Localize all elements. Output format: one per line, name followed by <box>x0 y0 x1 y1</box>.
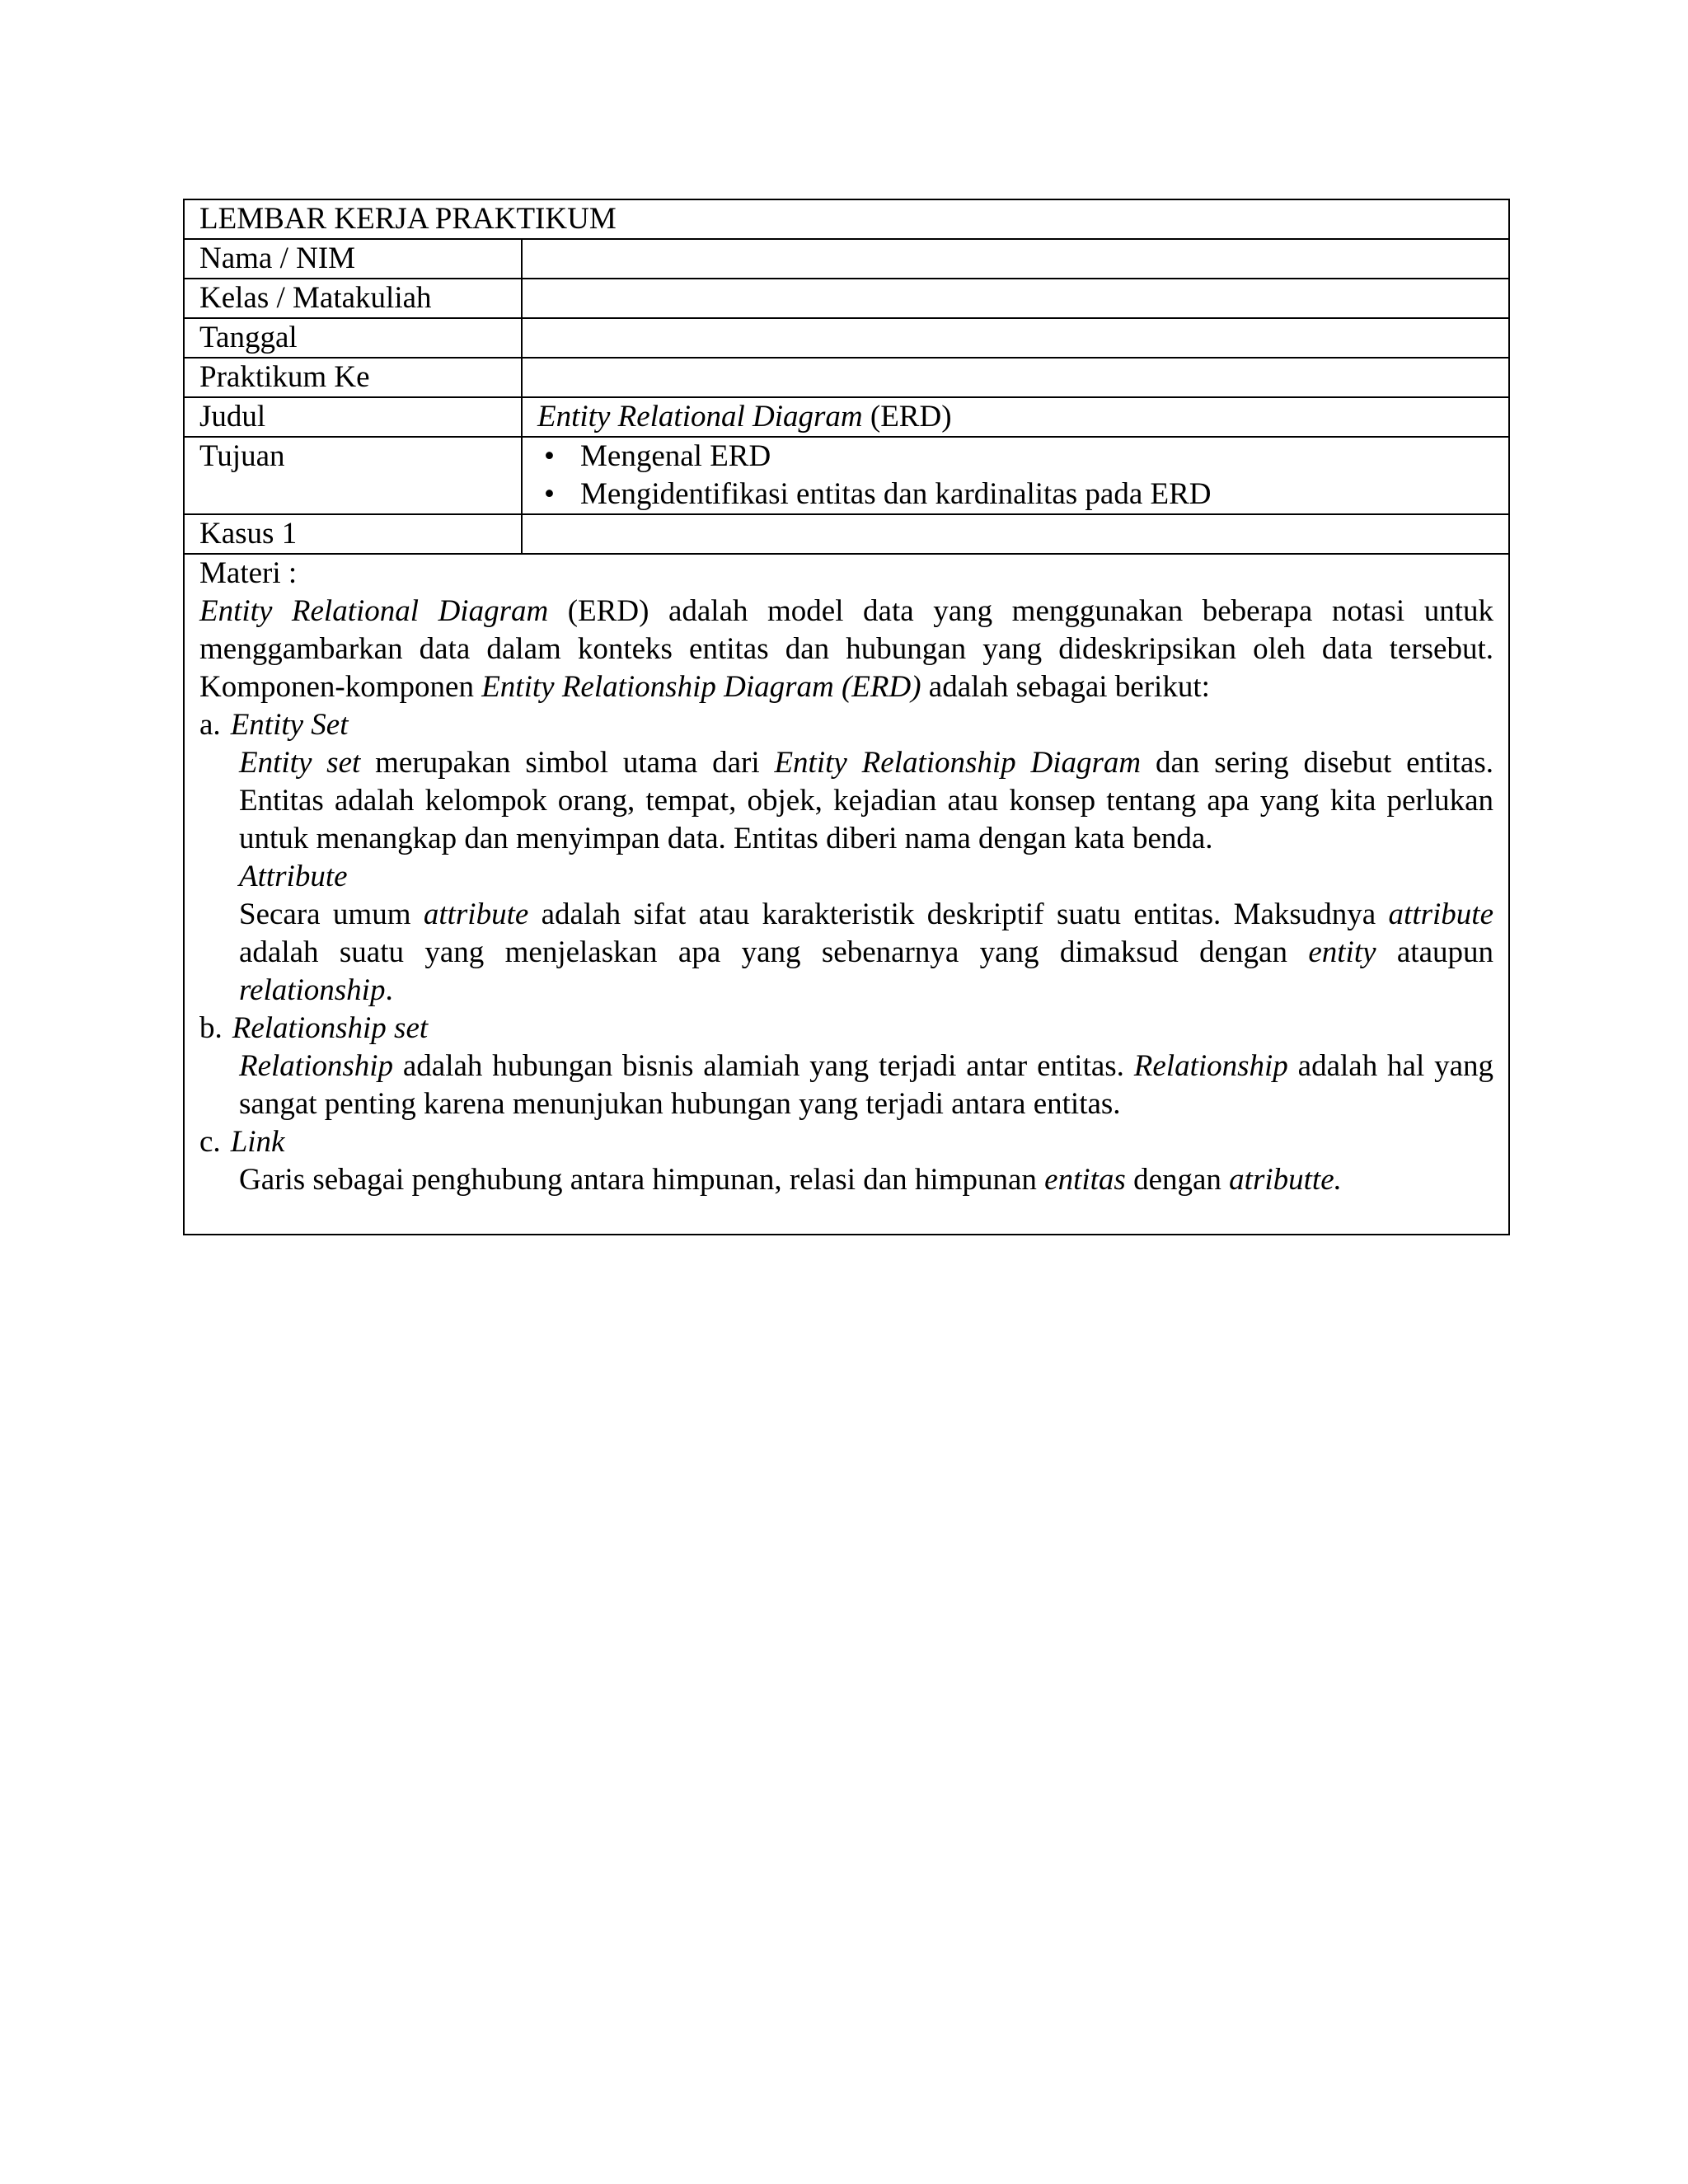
section-a-header <box>199 706 1493 744</box>
field-label-praktikum: Praktikum Ke <box>184 358 522 397</box>
field-value-tanggal[interactable] <box>522 318 1509 358</box>
section-b-italic-3: Relationship <box>1133 1049 1288 1083</box>
attribute-subtitle: Attribute <box>239 860 348 893</box>
field-row-praktikum <box>184 358 1509 397</box>
attr-text-1: Secara umum <box>239 898 424 931</box>
attr-text-9: . <box>385 973 393 1007</box>
attr-italic-4: attribute <box>1388 898 1493 931</box>
section-b-title: Relationship set <box>232 1011 429 1045</box>
section-a-marker: a. <box>199 708 221 742</box>
judul-italic: Entity Relational Diagram <box>537 400 863 434</box>
attr-italic-2: attribute <box>423 898 529 931</box>
field-row-nama <box>184 239 1509 279</box>
section-relationship-set <box>199 1010 1493 1123</box>
field-value-praktikum[interactable] <box>522 358 1509 397</box>
field-row-tanggal <box>184 318 1509 358</box>
section-a-p1-text-4: dan sering disebut entitas. Entitas adalah kelompok orang, tempat, objek, kejadian atau konsep tentang apa yang kita perlukan untuk menangkap dan menyimpan data. Entitas diberi nama dengan kata benda. <box>239 746 1493 855</box>
field-label-tujuan: Tujuan <box>184 437 522 514</box>
section-c-text-1: Garis sebagai penghubung antara himpunan, relasi dan himpunan <box>239 1163 1045 1197</box>
section-b-marker: b. <box>199 1011 223 1045</box>
section-entity-set <box>199 706 1493 1010</box>
section-a-p1-italic-1: Entity set <box>239 746 361 780</box>
worksheet-title: LEMBAR KERJA PRAKTIKUM <box>184 199 1509 239</box>
section-link <box>199 1123 1493 1199</box>
worksheet-table <box>183 199 1510 1235</box>
section-b-text-4: adalah hal yang sangat penting karena menunjukan hubungan yang terjadi antara entitas. <box>239 1049 1494 1121</box>
field-value-kasus[interactable] <box>522 514 1509 554</box>
field-label-kasus: Kasus 1 <box>184 514 522 554</box>
section-a-p1-italic-3: Entity Relationship Diagram <box>774 746 1142 780</box>
section-c-marker: c. <box>199 1125 221 1159</box>
field-label-tanggal: Tanggal <box>184 318 522 358</box>
field-row-kelas <box>184 279 1509 318</box>
judul-rest: (ERD) <box>862 400 952 434</box>
section-a-title: Entity Set <box>230 708 349 742</box>
attr-text-3: adalah sifat atau karakteristik deskriptif suatu entitas. Maksudnya <box>528 898 1389 931</box>
tujuan-list <box>537 438 1493 513</box>
section-b-paragraph <box>199 1047 1493 1123</box>
title-row <box>184 199 1509 239</box>
tujuan-item: • Mengidentifikasi entitas dan kardinalitas pada ERD <box>537 476 1493 513</box>
field-label-kelas: Kelas / Matakuliah <box>184 279 522 318</box>
field-value-kelas[interactable] <box>522 279 1509 318</box>
attr-text-5: adalah suatu yang menjelaskan apa yang sebenarnya yang dimaksud dengan <box>239 935 1309 969</box>
attr-italic-6: entity <box>1308 935 1376 969</box>
materi-intro <box>199 593 1493 706</box>
materi-cell <box>184 554 1509 1235</box>
field-row-tujuan <box>184 437 1509 514</box>
section-a-p1-text-2: merupakan simbol utama dari <box>360 746 775 780</box>
field-value-tujuan <box>522 437 1509 514</box>
field-value-judul <box>522 397 1509 437</box>
field-label-nama: Nama / NIM <box>184 239 522 279</box>
section-b-header <box>199 1010 1493 1047</box>
attr-text-7: ataupun <box>1376 935 1494 969</box>
section-a-paragraph <box>199 744 1493 858</box>
section-c-paragraph <box>199 1161 1493 1199</box>
materi-heading: Materi : <box>199 556 298 590</box>
intro-text-4: adalah sebagai berikut: <box>921 670 1210 704</box>
intro-italic-1: Entity Relational Diagram <box>199 594 549 628</box>
section-c-title: Link <box>230 1125 285 1159</box>
attr-italic-8: relationship <box>239 973 386 1007</box>
section-b-text-2: adalah hubungan bisnis alamiah yang terjadi antar entitas. <box>393 1049 1134 1083</box>
intro-text-2: (ERD) adalah model data yang menggunakan beberapa notasi untuk menggambarkan data dalam konteks entitas dan hubungan yang dideskripsikan oleh data tersebut. Komponen-komponen <box>199 594 1494 704</box>
section-b-italic-1: Relationship <box>239 1049 394 1083</box>
field-label-judul: Judul <box>184 397 522 437</box>
field-row-judul <box>184 397 1509 437</box>
materi-row <box>184 554 1509 1235</box>
section-c-italic-4: atributte. <box>1229 1163 1342 1197</box>
tujuan-item: • Mengenal ERD <box>537 438 1493 476</box>
section-c-header <box>199 1123 1493 1161</box>
attribute-paragraph <box>199 896 1493 1010</box>
intro-italic-3: Entity Relationship Diagram (ERD) <box>481 670 921 704</box>
section-c-italic-2: entitas <box>1044 1163 1126 1197</box>
section-c-text-3: dengan <box>1125 1163 1230 1197</box>
field-row-kasus <box>184 514 1509 554</box>
field-value-nama[interactable] <box>522 239 1509 279</box>
